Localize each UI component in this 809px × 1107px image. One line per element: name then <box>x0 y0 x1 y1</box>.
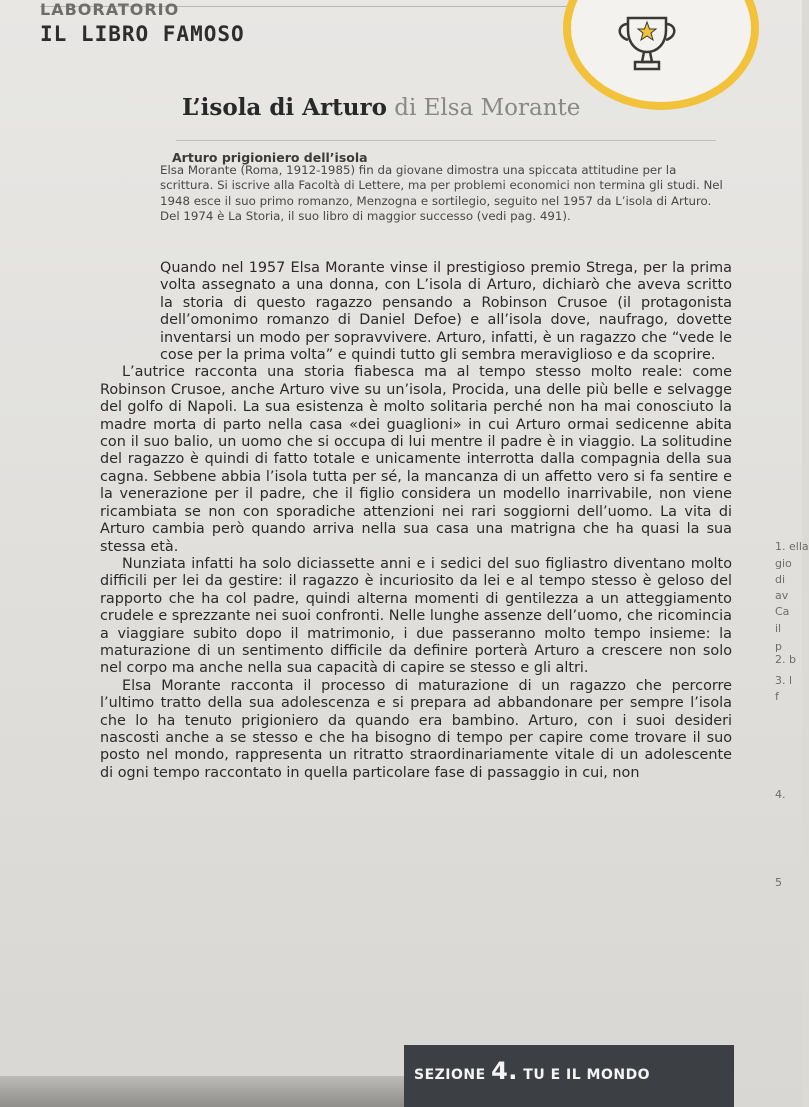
book-title: L’isola di Arturo <box>182 94 387 121</box>
margin-note: av <box>775 589 789 602</box>
margin-note: p <box>775 640 782 653</box>
footer-section-number: 4. <box>491 1057 518 1085</box>
author-bio: Elsa Morante (Roma, 1912-1985) fin da giovane dimostra una spiccata attitudine per la scrittura. Si iscrive alla Facoltà di Lettere, ma per problemi economici non termina gli studi. Nel 1948 esce il suo primo romanzo, Menzogna e sortilegio, seguito nel 1957 da L’isola di Arturo. Del 1974 è La Storia, il suo libro di maggior successo (vedi pag. 491). <box>160 163 723 224</box>
margin-note: gio <box>775 557 792 570</box>
footer-section-word: SEZIONE <box>414 1067 486 1083</box>
paragraph-3: Nunziata infatti ha solo diciassette anni e i sedici del suo figliastro diventano molto difficili per lei da gestire: il ragazzo è incuriosito da lei e al tempo stesso è geloso del rapporto che ha col padre, quindi alterna momenti di gentilezza a un atteggiamento crudele e sprezzante nei suoi confronti. Nelle lunghe assenze dell’uomo, che ricomincia a viaggiare subito dopo il matrimonio, i due passeranno molto tempo insieme: la maturazione di un sentimento difficile da definire porterà Arturo a crescere non solo nel corpo ma anche nella sua capacità di capire se stesso e gli altri. <box>100 555 732 677</box>
margin-note: il <box>775 622 782 635</box>
book-author: di Elsa Morante <box>394 95 581 121</box>
paragraph-4: Elsa Morante racconta il processo di maturazione di un ragazzo che percorre l’ultimo tratto della sua adolescenza e si prepara ad abbandonare per sempre l’isola che lo ha tenuto prigioniero da quando era bambino. Arturo, con i suoi desideri nascosti anche a se stesso e che ha bisogno di tempo per capire come trovare il suo posto nel mondo, rappresenta un ritratto straordinariamente vitale di un adolescente di ogni tempo raccontato in quella particolare fase di passaggio in cui, non <box>100 677 732 781</box>
footer-section-name: TU E IL MONDO <box>523 1067 651 1083</box>
paragraph-1: Quando nel 1957 Elsa Morante vinse il prestigioso premio Strega, per la prima volta assegnato a una donna, con L’isola di Arturo, dichiarò che aveva scritto la storia di questo ragazzo pensando a Robinson Crusoe (il protagonista dell’omonimo romanzo di Daniel Defoe) e all’isola dove, naufrago, dovette inventarsi un modo per sopravvivere. Arturo, infatti, è un ragazzo che “vede le cose per la prima volta” e quindi tutto gli sembra meraviglioso e da scoprire. <box>160 260 732 364</box>
paragraph-2: L’autrice racconta una storia fiabesca ma al tempo stesso molto reale: come Robinson Crusoe, anche Arturo vive su un’isola, Procida, una delle più belle e selvagge del golfo di Napoli. La sua esistenza è molto solitaria perché non ha mai conosciuto la madre morta di parto nella casa «dei guaglioni» in cui Arturo ormai sedicenne abita con il suo balio, un uomo che si occupa di lui mentre il padre è in viaggio. La solitudine del ragazzo è quindi di fatto totale e unicamente interrotta dalla compagnia della sua cagna. Sebbene abbia l’isola tutta per sé, la mancanza di un affetto vero si fa sentire e la venerazione per il padre, che il figlio considera un modello inarrivabile, non viene ricambiata se non con sporadiche attenzioni nei rari soggiorni dell’uomo. La vita di Arturo cambia però quando arriva nella sua casa una matrigna che ha quasi la sua stessa età. <box>100 364 732 555</box>
trophy-icon <box>610 12 684 74</box>
section-label: LABORATORIO <box>40 0 180 19</box>
page-bottom-shadow <box>0 1076 404 1107</box>
article-body <box>100 260 732 782</box>
article-title <box>182 94 580 121</box>
margin-note: 2. b <box>775 653 796 666</box>
bio-heading: Arturo prigioniero dell’isola <box>172 150 368 165</box>
margin-note: 3. l <box>775 674 793 687</box>
margin-note: 1. ella <box>775 540 809 553</box>
margin-note: 5 <box>775 876 782 889</box>
title-rule <box>176 140 716 141</box>
section-title: IL LIBRO FAMOSO <box>40 22 245 46</box>
margin-note: di <box>775 573 786 586</box>
margin-note: 4. <box>775 788 786 801</box>
margin-note: Ca <box>775 605 790 618</box>
section-footer <box>404 1045 734 1107</box>
margin-note: f <box>775 690 779 703</box>
